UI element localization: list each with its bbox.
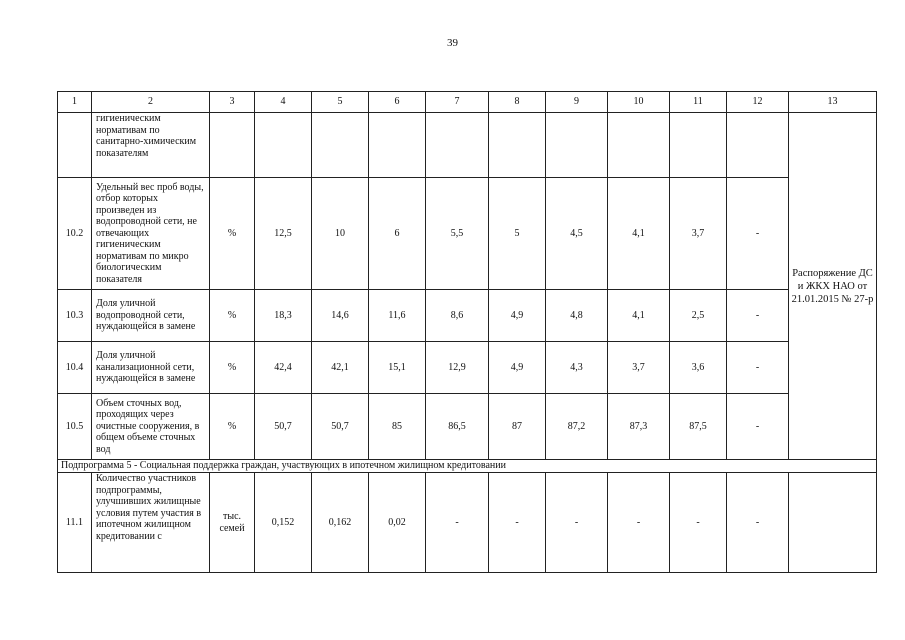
value-cell: 6: [369, 178, 426, 290]
value-cell: -: [546, 473, 608, 573]
unit-cell: тыс. семей: [210, 473, 255, 573]
table-row: [58, 342, 877, 394]
value-cell: 0,02: [369, 473, 426, 573]
value-cell: 12,5: [255, 178, 312, 290]
value-cell: 87: [489, 394, 546, 460]
col12-cell: -: [727, 290, 789, 342]
value-cell: 87,2: [546, 394, 608, 460]
unit-cell: %: [210, 342, 255, 394]
col-header: 5: [312, 92, 369, 113]
value-cell: 87,5: [670, 394, 727, 460]
value-cell: 3,7: [608, 342, 670, 394]
indicator-name: Объем сточных вод, проходящих через очистные сооружения, в общем объеме сточных вод: [92, 394, 210, 460]
col-header: 4: [255, 92, 312, 113]
header-row: [58, 92, 877, 113]
value-cell: 15,1: [369, 342, 426, 394]
value-cell: [369, 113, 426, 178]
value-cell: 10: [312, 178, 369, 290]
indicator-name: Удельный вес проб воды, отбор которых произведен из водопроводной сети, не отвечающих гигиеническим нормативам по микро биологическим показателя: [92, 178, 210, 290]
unit-cell: %: [210, 290, 255, 342]
value-cell: 50,7: [255, 394, 312, 460]
col-header: 11: [670, 92, 727, 113]
value-cell: 50,7: [312, 394, 369, 460]
value-cell: 18,3: [255, 290, 312, 342]
subprogram-title: Подпрограмма 5 - Социальная поддержка граждан, участвующих в ипотечном жилищном кредитовании: [58, 460, 877, 473]
value-cell: 4,8: [546, 290, 608, 342]
value-cell: -: [670, 473, 727, 573]
subprogram-row: [58, 460, 877, 473]
unit-cell: %: [210, 394, 255, 460]
table-row: [58, 394, 877, 460]
col12-cell: -: [727, 342, 789, 394]
value-cell: [426, 113, 489, 178]
value-cell: 11,6: [369, 290, 426, 342]
row-number: 11.1: [58, 473, 92, 573]
value-cell: 2,5: [670, 290, 727, 342]
value-cell: -: [426, 473, 489, 573]
row-number: 10.5: [58, 394, 92, 460]
col-header: 9: [546, 92, 608, 113]
value-cell: [670, 113, 727, 178]
unit-cell: %: [210, 178, 255, 290]
value-cell: 4,1: [608, 290, 670, 342]
value-cell: -: [489, 473, 546, 573]
value-cell: 4,1: [608, 178, 670, 290]
col-header: 1: [58, 92, 92, 113]
value-cell: 14,6: [312, 290, 369, 342]
page-number: 39: [447, 37, 458, 49]
indicator-name: Доля уличной водопроводной сети, нуждающейся в замене: [92, 290, 210, 342]
col12-cell: [727, 113, 789, 178]
value-cell: 0,152: [255, 473, 312, 573]
value-cell: 12,9: [426, 342, 489, 394]
row-number: 10.4: [58, 342, 92, 394]
row-number: [58, 113, 92, 178]
col12-cell: -: [727, 473, 789, 573]
value-cell: 0,162: [312, 473, 369, 573]
source-note: Распоряжение ДС и ЖКХ НАО от 21.01.2015 № 27-р: [789, 113, 877, 460]
value-cell: [546, 113, 608, 178]
col-header: 12: [727, 92, 789, 113]
value-cell: 42,1: [312, 342, 369, 394]
col-header: 2: [92, 92, 210, 113]
value-cell: 5: [489, 178, 546, 290]
table-row: [58, 178, 877, 290]
value-cell: 8,6: [426, 290, 489, 342]
unit-cell: [210, 113, 255, 178]
value-cell: [608, 113, 670, 178]
col-header: 6: [369, 92, 426, 113]
value-cell: 4,9: [489, 342, 546, 394]
row-number: 10.2: [58, 178, 92, 290]
value-cell: [312, 113, 369, 178]
value-cell: 5,5: [426, 178, 489, 290]
col-header: 3: [210, 92, 255, 113]
value-cell: 42,4: [255, 342, 312, 394]
value-cell: 85: [369, 394, 426, 460]
value-cell: 87,3: [608, 394, 670, 460]
col-header: 8: [489, 92, 546, 113]
col12-cell: -: [727, 178, 789, 290]
value-cell: 86,5: [426, 394, 489, 460]
value-cell: 3,7: [670, 178, 727, 290]
table-row: [58, 113, 877, 178]
value-cell: 4,9: [489, 290, 546, 342]
table-row: [58, 290, 877, 342]
indicator-name: гигиеническим нормативам по санитарно-химическим показателям: [92, 113, 210, 178]
table-row: [58, 473, 877, 573]
col13-cell: [789, 473, 877, 573]
value-cell: -: [608, 473, 670, 573]
col-header: 7: [426, 92, 489, 113]
col-header: 13: [789, 92, 877, 113]
indicator-name: Количество участников подпрограммы, улучшивших жилищные условия путем участия в ипотечном жилищном кредитовании с: [92, 473, 210, 573]
row-number: 10.3: [58, 290, 92, 342]
value-cell: 3,6: [670, 342, 727, 394]
col-header: 10: [608, 92, 670, 113]
indicator-name: Доля уличной канализационной сети, нуждающейся в замене: [92, 342, 210, 394]
value-cell: [489, 113, 546, 178]
col12-cell: -: [727, 394, 789, 460]
value-cell: 4,3: [546, 342, 608, 394]
value-cell: [255, 113, 312, 178]
value-cell: 4,5: [546, 178, 608, 290]
indicators-table: [57, 91, 877, 573]
